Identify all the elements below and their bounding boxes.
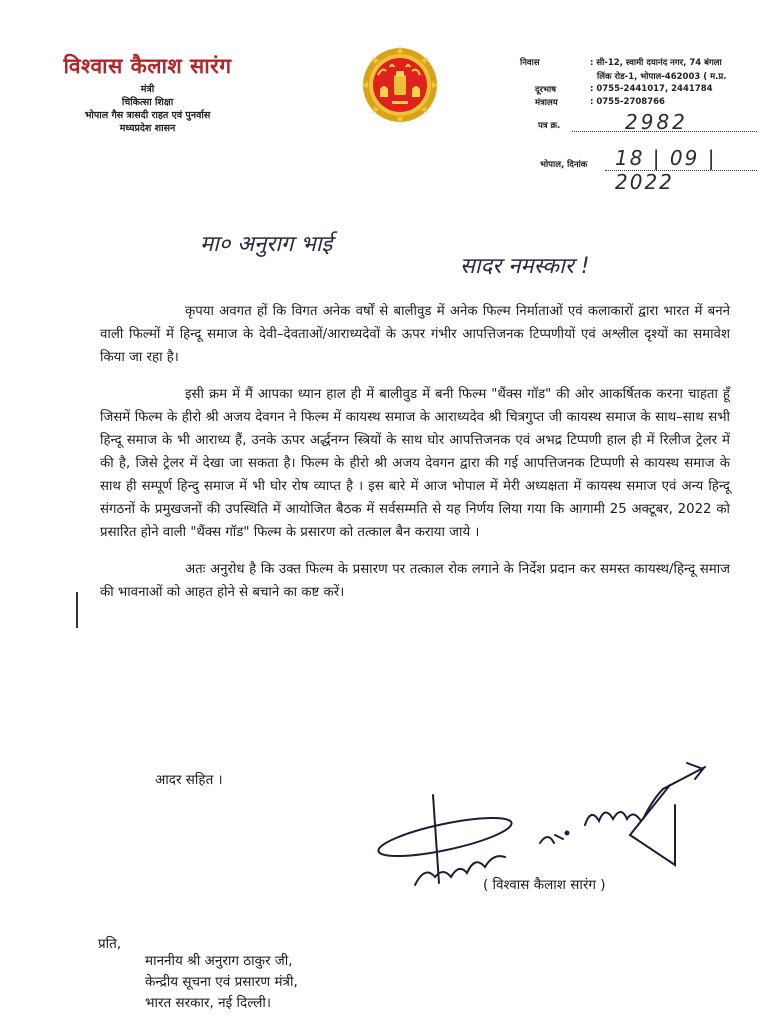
government-emblem-icon [360, 45, 440, 125]
recipient-line-3: भारत सरकार, नई दिल्ली। [145, 995, 272, 1011]
letter-number-value: 2982 [625, 110, 688, 134]
letterhead-department-2: भोपाल गैस त्रासदी राहत एवं पुनर्वास [84, 110, 211, 121]
recipient-line-2: केन्द्रीय सूचना एवं प्रसारण मंत्री, [145, 974, 298, 990]
body-paragraph-3: अतः अनुरोध है कि उक्त फिल्म के प्रसारण पर तत्काल रोक लगाने के निर्देश प्रदान कर समस्त कायस्थ/हिन्दू समाज की भावनाओं को आहत होने से बचाने का कष्ट करें। [100, 562, 730, 600]
ministry-label: मंत्रालय [535, 98, 558, 108]
handwritten-greeting: सादर नमस्कार ! [460, 254, 590, 279]
phone-label: दूरभाष [535, 85, 557, 95]
letter-body [100, 300, 730, 618]
closing-text: आदर सहित । [155, 772, 223, 788]
signatory-name: ( विश्वास कैलाश सारंग ) [483, 877, 606, 893]
ministry-value: : 0755-2708766 [590, 97, 665, 107]
letter-number-label: पत्र क्र. [538, 121, 561, 131]
date-value: 18 | 09 | 2022 [615, 146, 717, 194]
letterhead-department-1: चिकित्सा शिक्षा [121, 97, 174, 108]
residence-line-2: लिंक रोड-1, भोपाल-462003 ( म.प्र. [597, 72, 727, 82]
residence-label: निवास [520, 58, 540, 68]
signature-image [375, 755, 715, 895]
body-paragraph-2: इसी क्रम में मैं आपका ध्यान हाल ही में बालीवुड में बनी फिल्म "थैंक्स गॉड" की ओर आकर्षितक करना चाहता हूँ जिसमें फिल्म के हीरो श्री अजय देवगन ने फिल्म में कायस्थ समाज के आराध्यदेव श्री चित्रगुप्त जी कायस्थ समाज के साथ–साथ सभी हिन्दू समाज के भी आराध्य हैं, उनके ऊपर अर्द्धनग्न स्त्रियों के साथ घोर आपत्तिजनक एवं अभद्र टिप्पणी हाल ही में रिलीज ट्रेलर में की है, जिसे ट्रेलर में देखा जा सकता है। फिल्म के हीरो श्री अजय देवगन द्वारा की गई आपत्तिजनक टिप्पणी से कायस्थ समाज के साथ ही सम्पूर्ण हिन्दु समाज में भी घोर रोष व्याप्त है । इस बारे में आज भोपाल में मेरी अध्यक्षता में कायस्थ समाज एवं अन्य हिन्दू संगठनों के प्रमुखजनों की उपस्थिति में आयोजित बैठक में सर्वसम्मति से यह निर्णय लिया गया कि आगामी 25 अक्टूबर, 2022 को प्रसारित होने वाली "थैंक्स गॉड" फिल्म के प्रसारण को तत्काल बैन कराया जाये । [100, 387, 730, 540]
letterhead-government: मध्यप्रदेश शासन [119, 123, 176, 134]
letterhead-name: विश्वास कैलाश सारंग [63, 54, 232, 78]
phone-value: : 0755-2441017, 2441784 [590, 84, 713, 94]
margin-mark [76, 592, 78, 628]
residence-line-1: : सी-12, स्वामी दयानंद नगर, 74 बंगला [590, 58, 722, 68]
recipient-line-1: माननीय श्री अनुराग ठाकुर जी, [145, 953, 293, 969]
recipient-prefix: प्रति, [98, 936, 122, 952]
handwritten-salutation: मा० अनुराग भाई [200, 232, 333, 257]
letterhead-designation: मंत्री [140, 84, 155, 95]
date-label: भोपाल, दिनांक [540, 160, 588, 170]
body-paragraph-1: कृपया अवगत हों कि विगत अनेक वर्षों से बालीवुड में अनेक फिल्म निर्माताओं एवं कलाकारों द्वारा भारत में बनने वाली फिल्मों में हिन्दू समाज के देवी–देवताओं/आराध्यदेवों के ऊपर गंभीर आपत्तिजनक टिप्पणीयों एवं अश्लील दृश्यों का समावेश किया जा रहा है। [100, 304, 730, 365]
